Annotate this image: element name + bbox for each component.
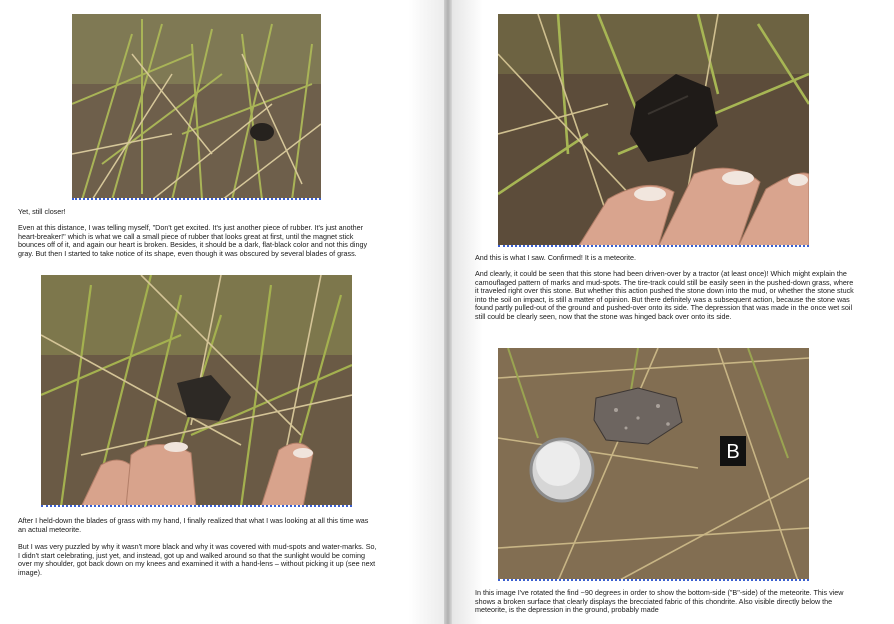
paragraph-tractor: And clearly, it could be seen that this stone had been driven-over by a tractor (at least once)! Which might explain the camouflaged pattern of marks and mud-spots. The tire-track could still be easily seen in the pushed-down grass, where it traveled right over this stone. But whether this action pushed the stone down into the mud, or whether the stone stuck into the soil on impact, is still a matter of opinion. But there definitely was a subsequent action, because the stone was found partly pulled-out of the ground and pushed-over onto its side. The depression that was made in the once wet soil still could be clearly seen, now that the stone was hinged back over onto its side.	[475, 269, 854, 321]
marker-label: B	[726, 441, 740, 463]
photo-bottom-side	[498, 348, 809, 581]
paragraph-rotated: In this image I've rotated the find ~90 degrees in order to show the bottom-side ("B"-side) of the meteorite. This view shows a broken surface that clearly displays the brecciated fabric of this chondrite. Also visible directly below the meteorite, is the depression in the ground, probably made	[475, 588, 844, 615]
paragraph-held-down-grass: After I held-down the blades of grass with my hand, I finally realized that what I was looking at all this time was an actual meteorite.	[18, 516, 369, 534]
paragraph-puzzled: But I was very puzzled by why it wasn't more black and why it was covered with mud-spots and water-marks. So, I didn't start celebrating, just yet, and instead, got up and walked around so that the sunlight would be coming over my shoulder, got back down on my knees and examined it with a hand-lens – without picking it up (see next image).	[18, 542, 377, 577]
grass-photo-illustration	[72, 14, 321, 200]
caption-confirmed: And this is what I saw. Confirmed! It is a meteorite.	[475, 253, 636, 262]
caption-still-closer: Yet, still closer!	[18, 207, 66, 216]
photo-hand-holding-grass	[41, 275, 352, 507]
paragraph-heart-breaker: Even at this distance, I was telling myself, "Don't get excited. It's just another piece of rubber. It's just another heart-breaker!" which is what we call a small piece of rubber that looks great at first, until the magnet stick bounces off of it, and again our heart is broken. Besides, it should be a dark, flat-black color and not this dingy gray. But then I started to take notice of its shape, even though it was obscured by several blades of grass.	[18, 223, 368, 258]
book-gutter	[444, 0, 452, 624]
hand-photo-illustration	[41, 275, 352, 507]
meteorite-closeup-illustration	[498, 14, 809, 247]
bottom-side-illustration	[498, 348, 809, 581]
photo-meteorite-closeup	[498, 14, 809, 247]
left-page	[0, 0, 444, 624]
photo-grass-closeup	[72, 14, 321, 200]
right-page	[452, 0, 894, 624]
meteorite-shape	[250, 123, 274, 141]
